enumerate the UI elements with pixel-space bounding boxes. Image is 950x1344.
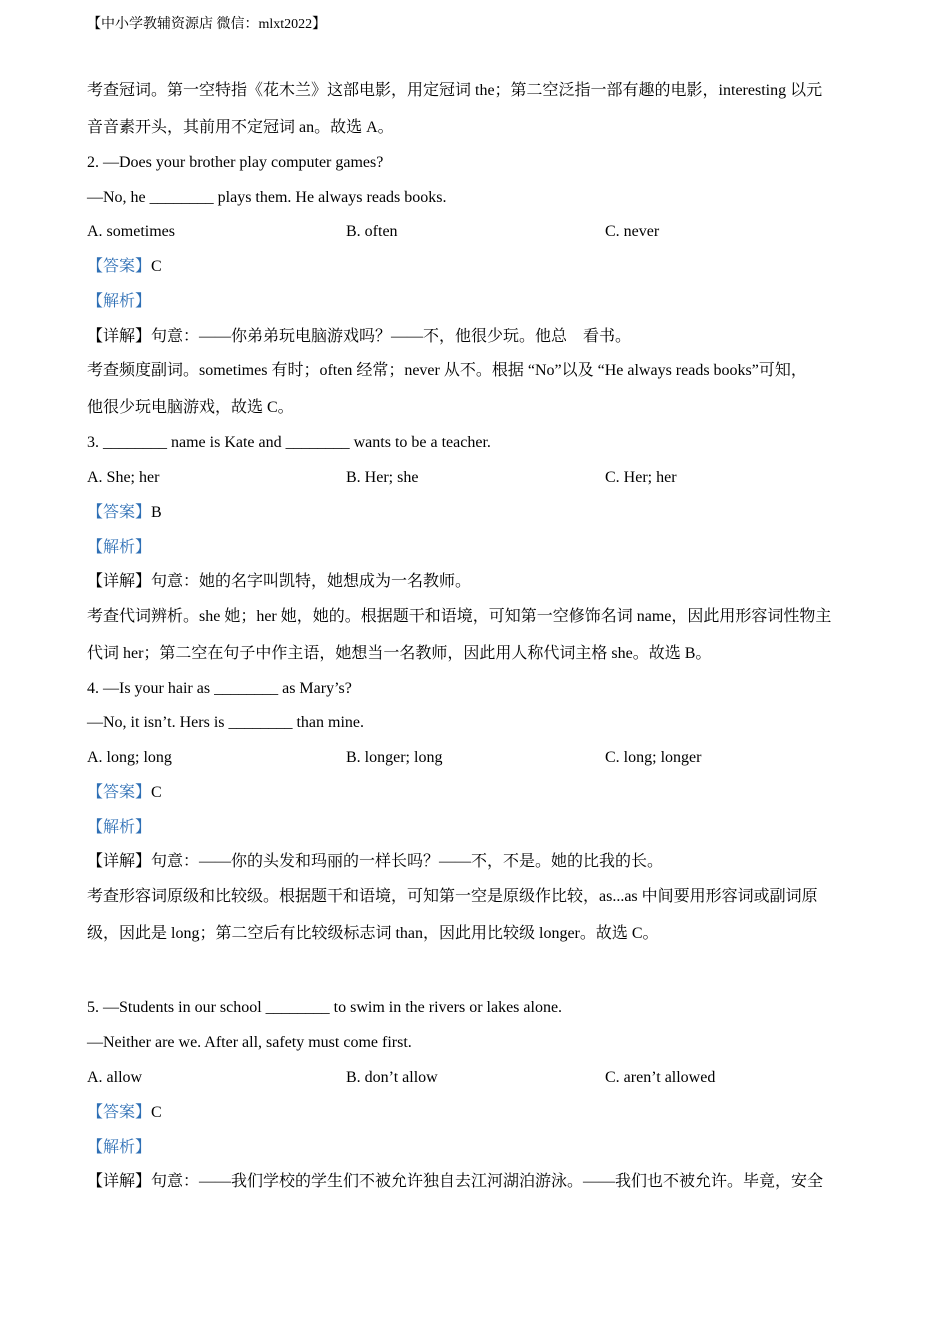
q4-stem-line-1: 4. —Is your hair as ________ as Mary’s? xyxy=(87,680,352,697)
q2-detail-row xyxy=(87,327,631,347)
q5-answer-row xyxy=(87,1103,162,1123)
q3-detail-text: 句意：她的名字叫凯特，她想成为一名教师。 xyxy=(151,573,472,590)
answer-label: 【答案】 xyxy=(87,258,152,275)
answer-label: 【答案】 xyxy=(87,1104,152,1121)
q4-option-b: B. longer; long xyxy=(346,749,443,766)
q3-answer-row xyxy=(87,503,162,523)
q5-option-c: C. aren’t allowed xyxy=(605,1069,716,1086)
q3-answer-value: B xyxy=(151,504,162,521)
q3-explanation-line-1: 考查代词辨析。she 她；her 她，她的。根据题干和语境，可知第一空修饰名词 name，因此用形容词性物主 xyxy=(87,608,832,625)
q4-answer-value: C xyxy=(151,784,162,801)
detail-label: 【详解】 xyxy=(87,853,152,870)
q5-answer-value: C xyxy=(151,1104,162,1121)
q3-stem-line-1: 3. ________ name is Kate and ________ wants to be a teacher. xyxy=(87,434,491,451)
q4-detail-row xyxy=(87,852,663,872)
q2-answer-value: C xyxy=(151,258,162,275)
q4-answer-row xyxy=(87,783,162,803)
answer-label: 【答案】 xyxy=(87,784,152,801)
detail-label: 【详解】 xyxy=(87,1173,152,1190)
q3-option-b: B. Her; she xyxy=(346,469,419,486)
q4-stem-line-2: —No, it isn’t. Hers is ________ than mine. xyxy=(87,714,365,731)
q2-detail-text: 句意：——你弟弟玩电脑游戏吗？——不，他很少玩。他总 看书。 xyxy=(151,328,632,345)
q2-answer-row xyxy=(87,257,162,277)
detail-label: 【详解】 xyxy=(87,328,152,345)
q4-option-a: A. long; long xyxy=(87,749,172,766)
q4-option-c: C. long; longer xyxy=(605,749,702,766)
page-header: 【中小学教辅资源店 微信：mlxt2022】 xyxy=(87,17,327,32)
q2-explanation-line-1: 考查频度副词。sometimes 有时；often 经常；never 从不。根据 “No”以及 “He always reads books”可知， xyxy=(87,362,807,379)
q5-detail-text: 句意：——我们学校的学生们不被允许独自去江河湖泊游泳。——我们也不被允许。毕竟，安全 xyxy=(151,1173,824,1190)
q1-explanation-line-1: 考查冠词。第一空特指《花木兰》这部电影，用定冠词 the；第二空泛指一部有趣的电影，interesting 以元 xyxy=(87,82,823,99)
q4-explanation-line-1: 考查形容词原级和比较级。根据题干和语境，可知第一空是原级作比较，as...as 中间要用形容词或副词原 xyxy=(87,888,818,905)
answer-label: 【答案】 xyxy=(87,504,152,521)
q2-option-a: A. sometimes xyxy=(87,223,175,240)
q2-option-c: C. never xyxy=(605,223,660,240)
q3-explanation-line-2: 代词 her；第二空在句子中作主语，她想当一名教师，因此用人称代词主格 she。故选 B。 xyxy=(87,645,712,662)
q4-analysis-label: 【解析】 xyxy=(87,819,152,836)
q3-option-c: C. Her; her xyxy=(605,469,677,486)
q4-explanation-line-2: 级，因此是 long；第二空后有比较级标志词 than，因此用比较级 longer。故选 C。 xyxy=(87,925,659,942)
q3-option-a: A. She; her xyxy=(87,469,160,486)
q5-stem-line-2: —Neither are we. After all, safety must come first. xyxy=(87,1034,412,1051)
q2-stem-line-1: 2. —Does your brother play computer games? xyxy=(87,154,384,171)
q2-stem-line-2: —No, he ________ plays them. He always reads books. xyxy=(87,189,447,206)
q5-analysis-label: 【解析】 xyxy=(87,1139,152,1156)
q1-explanation-line-2: 音音素开头，其前用不定冠词 an。故选 A。 xyxy=(87,119,394,136)
q3-detail-row xyxy=(87,572,471,592)
q5-detail-row xyxy=(87,1172,823,1192)
q5-option-a: A. allow xyxy=(87,1069,143,1086)
q4-detail-text: 句意：——你的头发和玛丽的一样长吗？——不，不是。她的比我的长。 xyxy=(151,853,664,870)
q2-explanation-line-2: 他很少玩电脑游戏，故选 C。 xyxy=(87,399,294,416)
q3-analysis-label: 【解析】 xyxy=(87,539,152,556)
q5-option-b: B. don’t allow xyxy=(346,1069,438,1086)
q2-option-b: B. often xyxy=(346,223,398,240)
q2-analysis-label: 【解析】 xyxy=(87,293,152,310)
q5-stem-line-1: 5. —Students in our school ________ to swim in the rivers or lakes alone. xyxy=(87,999,563,1016)
detail-label: 【详解】 xyxy=(87,573,152,590)
